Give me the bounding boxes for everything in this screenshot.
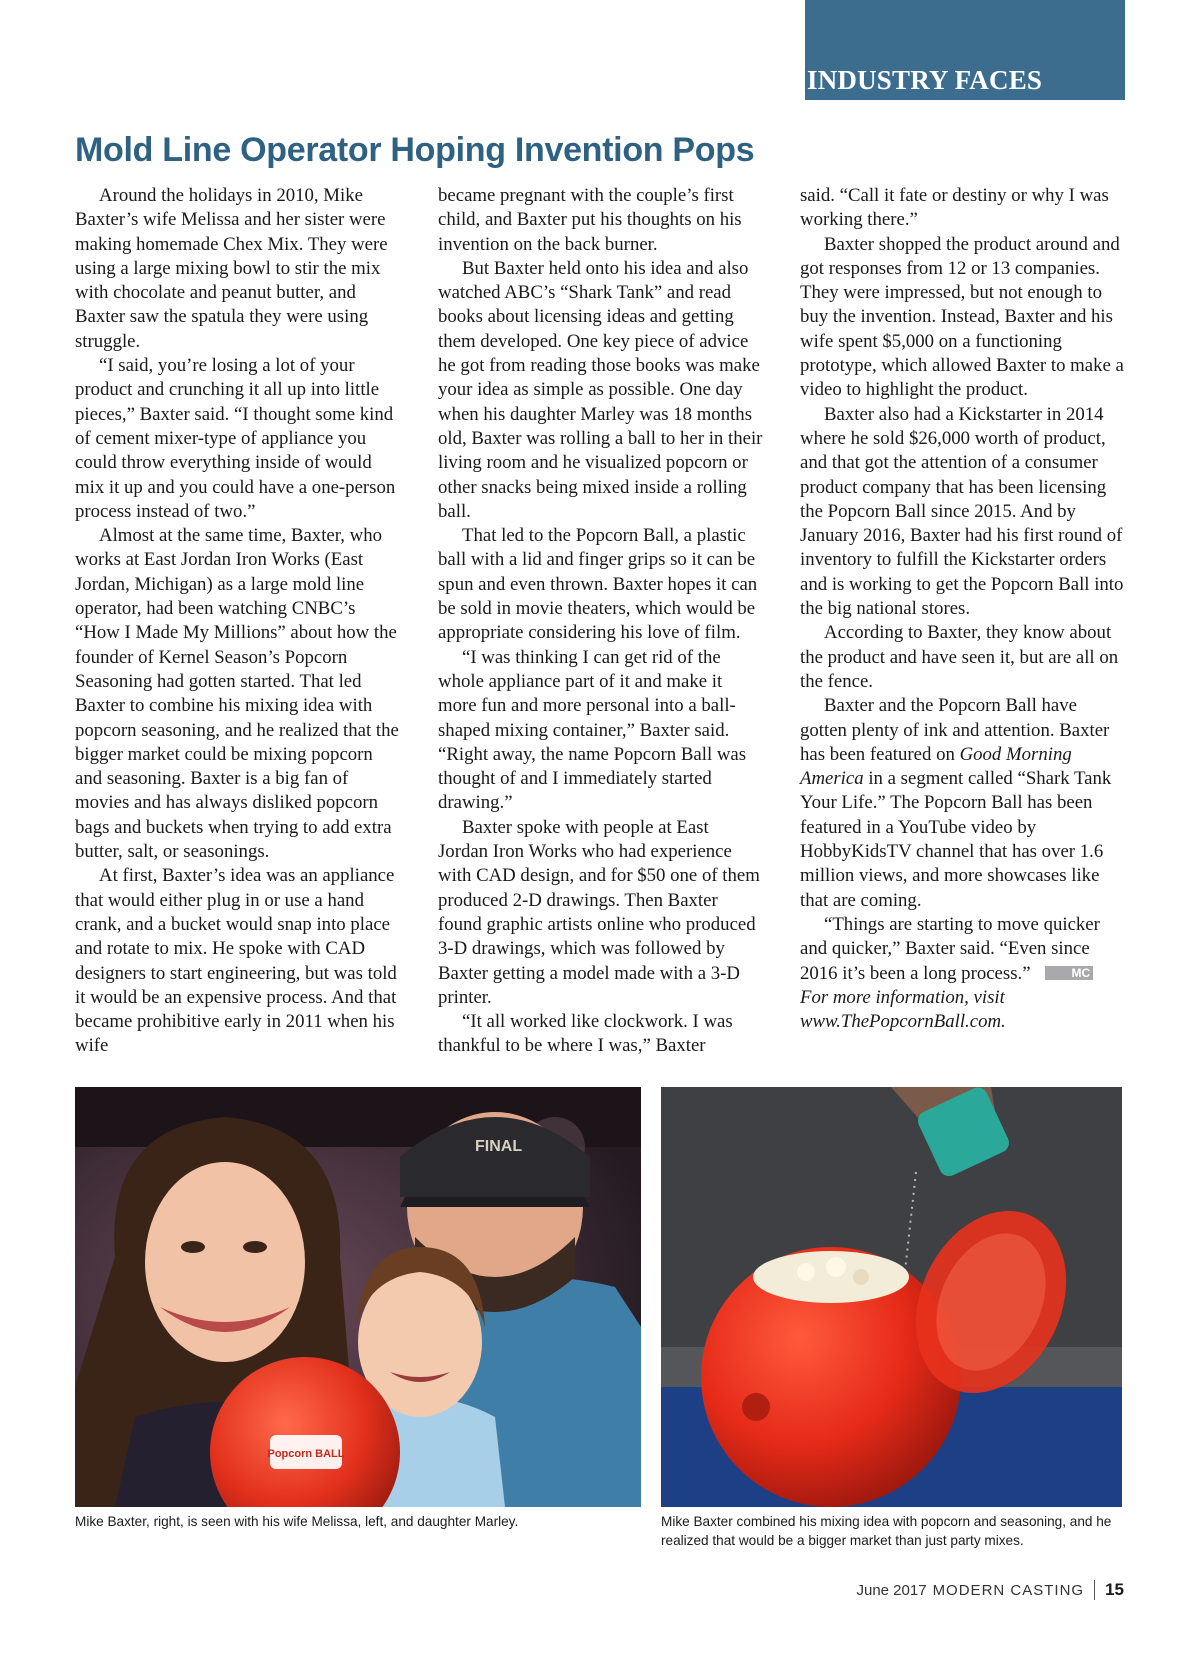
section-tab bbox=[805, 0, 1125, 100]
article-column-1 bbox=[75, 184, 400, 1059]
more-info-text: For more information, visit www.ThePopcornBall.com. bbox=[800, 986, 1006, 1033]
photo-caption-left: Mike Baxter, right, is seen with his wife Melissa, left, and daughter Marley. bbox=[75, 1514, 519, 1529]
paragraph: said. “Call it fate or destiny or why I was working there.” bbox=[800, 185, 1109, 231]
text-run: Baxter and the Popcorn Ball have gotten plenty of ink and attention. Baxter has been featured on bbox=[800, 695, 1110, 765]
paragraph: According to Baxter, they know about the product and have seen it, but are all on the fence. bbox=[800, 622, 1119, 692]
paragraph: Baxter also had a Kickstarter in 2014 where he sold $26,000 worth of product, and that got the attention of a consumer product company that has been licensing the Popcorn Ball since 2015. And by January 2016, Baxter had his first round of inventory to fulfill the Kickstarter orders and is working to get the Popcorn Ball into the big national stores. bbox=[800, 403, 1124, 620]
paragraph bbox=[800, 913, 1126, 986]
page-footer bbox=[856, 1580, 1124, 1600]
family-photo-illustration bbox=[75, 1087, 641, 1507]
magazine-name: MODERN CASTING bbox=[932, 1581, 1085, 1599]
closing-quote: “Things are starting to move quicker and quicker,” Baxter said. “Even since 2016 it’s been a long process.” bbox=[800, 913, 1100, 984]
section-label: INDUSTRY FACES bbox=[807, 65, 1043, 95]
article-headline: Mold Line Operator Hoping Invention Pops bbox=[75, 131, 755, 169]
show-title: Good Morning America bbox=[800, 743, 1072, 790]
popcorn-ball-illustration bbox=[661, 1087, 1122, 1507]
family-photo bbox=[75, 1087, 641, 1507]
paragraph: “I was thinking I can get rid of the whole appliance part of it and make it more fun and more personal into a ball-shaped mixing container,” Baxter said. “Right away, the name Popcorn Ball was thought of and I immediately started drawing.” bbox=[438, 646, 747, 814]
end-mark-badge: MC bbox=[1045, 966, 1094, 980]
paragraph: But Baxter held onto his idea and also watched ABC’s “Shark Tank” and read books about licensing ideas and getting them developed. One key piece of advice he got from reading those books was make your idea as simple as possible. One day when his daughter Marley was 18 months old, Baxter was rolling a ball to her in their living room and he visualized popcorn or other snacks being mixed inside a rolling ball. bbox=[438, 257, 763, 522]
paragraph: Around the holidays in 2010, Mike Baxter’s wife Melissa and her sister were making homemade Chex Mix. They were using a large mixing bowl to stir the mix with chocolate and peanut butter, and Baxter saw the spatula they were using struggle. bbox=[75, 185, 388, 352]
article-column-3 bbox=[800, 184, 1126, 1034]
paragraph: Baxter shopped the product around and got responses from 12 or 13 companies. They were impressed, but not enough to buy the invention. Instead, Baxter and his wife spent $5,000 on a functioning prototype, which allowed Baxter to make a video to highlight the product. bbox=[800, 233, 1124, 401]
paragraph: Almost at the same time, Baxter, who works at East Jordan Iron Works (East Jordan, Michigan) as a large mold line operator, had been watching CNBC’s “How I Made My Millions” about how the founder of Kernel Season’s Popcorn Seasoning had gotten started. That led Baxter to combine his mixing idea with popcorn seasoning, and he realized that the bigger market could be mixing popcorn and seasoning. Baxter is a big fan of movies and has always disliked popcorn bags and buckets when trying to add extra butter, salt, or seasonings. bbox=[75, 525, 399, 863]
issue-date: June 2017 bbox=[856, 1581, 927, 1599]
paragraph: “I said, you’re losing a lot of your product and crunching it all up into little pieces,” Baxter said. “I thought some kind of cement mixer-type of appliance you could throw everything inside of would mix it up and you could have a one-person process instead of two.” bbox=[75, 355, 396, 522]
paragraph: Baxter spoke with people at East Jordan Iron Works who had experience with CAD design, and for $50 one of them produced 2-D drawings. Then Baxter found graphic artists online who produced 3-D drawings, which was followed by Baxter getting a model made with a 3-D printer. bbox=[438, 816, 760, 1008]
paragraph: “It all worked like clockwork. I was thankful to be where I was,” Baxter bbox=[438, 1011, 733, 1057]
more-info-line bbox=[800, 986, 1126, 1035]
paragraph: became pregnant with the couple’s first child, and Baxter put his thoughts on his invention on the back burner. bbox=[438, 185, 742, 255]
page-number: 15 bbox=[1105, 1580, 1124, 1599]
text-run: in a segment called “Shark Tank Your Life.” The Popcorn Ball has been featured in a YouTube video by HobbyKidsTV channel that has over 1.6 million views, and more showcases like that are coming. bbox=[800, 768, 1112, 911]
cap-logo-text: FINAL bbox=[475, 1138, 523, 1155]
paragraph bbox=[800, 694, 1126, 913]
ball-logo-text: Popcorn BALL bbox=[267, 1448, 345, 1460]
photo-caption-right: Mike Baxter combined his mixing idea with popcorn and seasoning, and he realized that would be a bigger market than just party mixes. bbox=[661, 1514, 1112, 1548]
paragraph: That led to the Popcorn Ball, a plastic ball with a lid and finger grips so it can be spun and even thrown. Baxter hopes it can be sold in movie theaters, which would be appropriate considering his love of film. bbox=[438, 525, 758, 644]
article-column-2 bbox=[438, 184, 763, 1059]
footer-divider bbox=[1094, 1580, 1095, 1600]
popcorn-ball-photo bbox=[661, 1087, 1122, 1507]
paragraph: At first, Baxter’s idea was an appliance that would either plug in or use a hand crank, and a bucket would snap into place and rotate to mix. He spoke with CAD designers to start engineering, but was told it would be an expensive process. And that became prohibitive early in 2011 when his wife bbox=[75, 865, 397, 1057]
